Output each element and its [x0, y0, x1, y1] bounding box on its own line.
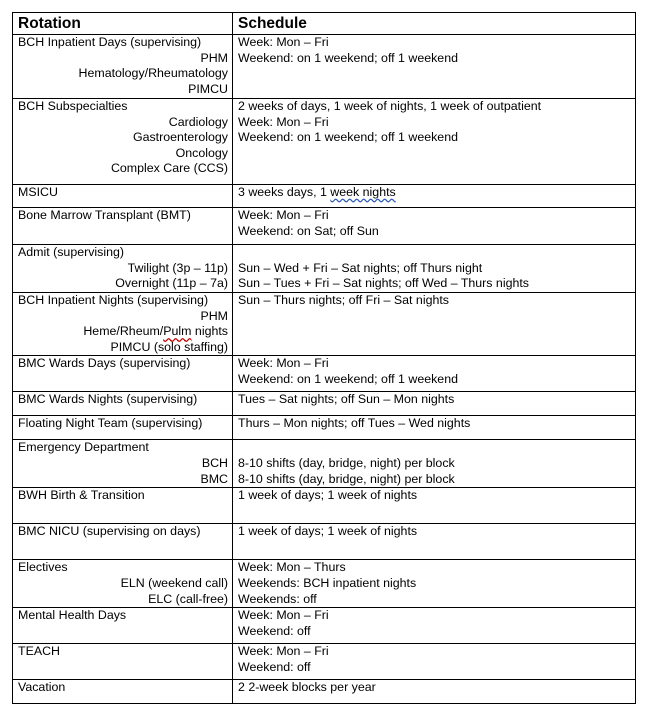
- rotation-text: nights: [191, 324, 228, 339]
- rotation-cell: [13, 35, 233, 99]
- rotation-cell: [13, 416, 233, 440]
- table-row: [13, 208, 636, 245]
- schedule-line: 1 week of days; 1 week of nights: [238, 488, 418, 503]
- schedule-cell: [233, 680, 636, 704]
- rotation-cell: [13, 644, 233, 680]
- rotation-name: Electives: [18, 560, 68, 575]
- schedule-line: Weekend: off: [238, 659, 311, 674]
- schedule-line: Sun – Tues + Fri – Sat nights; off Wed – Thurs nights: [238, 276, 529, 291]
- rotation-name: MSICU: [18, 185, 58, 199]
- schedule-line: Tues – Sat nights; off Sun – Mon nights: [238, 392, 455, 407]
- schedule-line: Week: Mon – Thurs: [238, 560, 346, 575]
- schedule-line: Weekend: on 1 weekend; off 1 weekend: [238, 50, 458, 65]
- schedule-line: Week: Mon – Fri: [238, 114, 329, 129]
- rotation-cell: [13, 560, 233, 608]
- rotation-cell: [13, 608, 233, 644]
- rotation-subitem: Complex Care (CCS): [110, 161, 228, 176]
- rotation-name: BCH Inpatient Days (supervising): [18, 35, 202, 49]
- table-row: [13, 245, 636, 293]
- rotation-cell: [13, 440, 233, 488]
- rotation-subitem: PHM: [200, 50, 228, 65]
- schedule-line: Weekends: BCH inpatient nights: [238, 575, 417, 590]
- schedule-line: 8-10 shifts (day, bridge, night) per block: [238, 455, 455, 470]
- rotation-name: BCH Subspecialties: [18, 99, 128, 113]
- rotation-cell: [13, 356, 233, 392]
- header-rotation: Rotation: [13, 13, 233, 35]
- table-row: [13, 488, 636, 524]
- rotation-name: Floating Night Team (supervising): [18, 416, 203, 431]
- schedule-cell: [233, 293, 636, 356]
- grammar-underlined-text: week nights: [330, 185, 396, 199]
- schedule-line: Week: Mon – Fri: [238, 208, 329, 222]
- schedule-line: Week: Mon – Fri: [238, 644, 329, 659]
- schedule-cell: [233, 560, 636, 608]
- table-row: [13, 392, 636, 416]
- table-row: [13, 680, 636, 704]
- schedule-line: 8-10 shifts (day, bridge, night) per block: [238, 471, 455, 486]
- schedule-cell: [233, 392, 636, 416]
- rotation-name: Admit (supervising): [18, 245, 125, 259]
- rotation-subitem: PIMCU: [188, 81, 228, 96]
- schedule-cell: [233, 524, 636, 560]
- rotation-name: BCH Inpatient Nights (supervising): [18, 293, 209, 307]
- schedule-cell: [233, 35, 636, 99]
- rotation-cell: [13, 392, 233, 416]
- rotation-cell: [13, 245, 233, 293]
- rotation-subitem: ELN (weekend call): [120, 575, 228, 590]
- rotation-name: Emergency Department: [18, 440, 149, 455]
- rotation-subitem: Oncology: [175, 145, 228, 160]
- schedule-line: Weekend: on Sat; off Sun: [238, 223, 379, 238]
- rotation-cell: [13, 185, 233, 208]
- table-row: [13, 356, 636, 392]
- schedule-line: [238, 185, 631, 201]
- rotation-subitem: PIMCU (solo staffing): [110, 339, 228, 354]
- rotation-subitem: BCH: [201, 455, 228, 470]
- schedule-cell: [233, 440, 636, 488]
- rotation-subitem: Overnight (11p – 7a): [115, 276, 228, 291]
- schedule-line: Weekend: off: [238, 623, 311, 638]
- schedule-cell: [233, 608, 636, 644]
- table-row: [13, 35, 636, 99]
- schedule-cell: [233, 99, 636, 185]
- rotation-subitem: PHM: [200, 308, 228, 323]
- document-page: [12, 12, 636, 704]
- rotation-cell: [13, 208, 233, 245]
- schedule-line: Weekend: on 1 weekend; off 1 weekend: [238, 130, 458, 145]
- rotation-name: Vacation: [18, 680, 66, 695]
- rotation-cell: [13, 524, 233, 560]
- rotation-name: BMC NICU (supervising on days): [18, 524, 201, 539]
- schedule-text: 3 weeks days, 1: [238, 185, 331, 199]
- table-row: [13, 608, 636, 644]
- rotation-name: Mental Health Days: [18, 608, 127, 623]
- schedule-cell: [233, 208, 636, 245]
- table-header-row: [13, 13, 636, 35]
- rotation-name: BMC Wards Nights (supervising): [18, 392, 198, 407]
- rotation-subitem: Hematology/Rheumatology: [78, 66, 228, 81]
- rotation-subitem: Cardiology: [168, 114, 228, 129]
- schedule-line: [238, 245, 631, 261]
- schedule-line: Week: Mon – Fri: [238, 608, 329, 623]
- schedule-line: Sun – Wed + Fri – Sat nights; off Thurs night: [238, 260, 483, 275]
- rotation-cell: [13, 680, 233, 704]
- schedule-line: Thurs – Mon nights; off Tues – Wed nights: [238, 416, 471, 431]
- table-row: [13, 293, 636, 356]
- rotation-name: Bone Marrow Transplant (BMT): [18, 208, 191, 222]
- rotation-cell: [13, 293, 233, 356]
- schedule-line: [238, 440, 631, 456]
- rotation-cell: [13, 488, 233, 524]
- schedule-cell: [233, 245, 636, 293]
- schedule-cell: [233, 644, 636, 680]
- rotation-name: BMC Wards Days (supervising): [18, 356, 191, 371]
- schedule-line: Weekend: on 1 weekend; off 1 weekend: [238, 371, 458, 386]
- table-row: [13, 644, 636, 680]
- table-row: [13, 560, 636, 608]
- schedule-cell: [233, 185, 636, 208]
- rotation-name: BWH Birth & Transition: [18, 488, 145, 503]
- header-schedule: Schedule: [233, 13, 636, 35]
- rotation-schedule-table: [12, 12, 636, 704]
- rotation-subitem: Twilight (3p – 11p): [127, 260, 228, 275]
- spelling-underlined-text: Pulm: [163, 324, 192, 339]
- rotation-subitem: [18, 324, 228, 340]
- table-row: [13, 99, 636, 185]
- rotation-name: TEACH: [18, 644, 60, 659]
- schedule-cell: [233, 356, 636, 392]
- rotation-cell: [13, 99, 233, 185]
- schedule-line: Week: Mon – Fri: [238, 35, 329, 49]
- table-row: [13, 185, 636, 208]
- table-row: [13, 440, 636, 488]
- schedule-line: Weekends: off: [238, 591, 317, 606]
- schedule-line: 2 weeks of days, 1 week of nights, 1 week of outpatient: [238, 99, 542, 113]
- schedule-line: Week: Mon – Fri: [238, 356, 329, 371]
- schedule-cell: [233, 488, 636, 524]
- schedule-line: 2 2-week blocks per year: [238, 680, 376, 695]
- rotation-text: Heme/Rheum/: [83, 324, 164, 339]
- schedule-line: 1 week of days; 1 week of nights: [238, 524, 418, 539]
- schedule-cell: [233, 416, 636, 440]
- rotation-subitem: ELC (call-free): [148, 591, 228, 606]
- rotation-subitem: Gastroenterology: [132, 130, 228, 145]
- rotation-subitem: BMC: [200, 471, 228, 486]
- schedule-line: Sun – Thurs nights; off Fri – Sat nights: [238, 293, 449, 307]
- table-row: [13, 524, 636, 560]
- table-row: [13, 416, 636, 440]
